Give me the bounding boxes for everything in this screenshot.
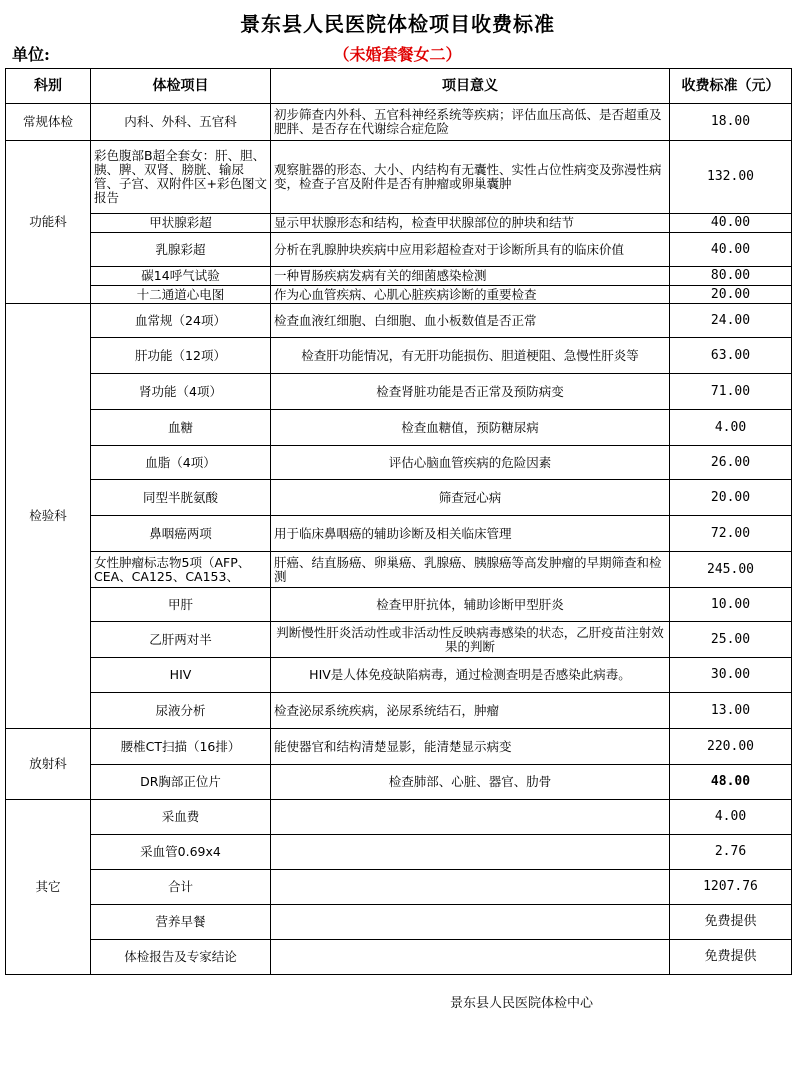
table-row xyxy=(6,905,792,940)
meaning-cell xyxy=(271,870,670,905)
meaning-cell: 显示甲状腺形态和结构，检查甲状腺部位的肿块和结节 xyxy=(271,214,670,233)
item-cell: 肾功能（4项） xyxy=(91,374,271,410)
footer-issuer: 景东县人民医院体检中心 xyxy=(450,996,594,1011)
item-cell: DR胸部正位片 xyxy=(91,765,271,800)
meaning-cell xyxy=(271,800,670,835)
item-cell: 同型半胱氨酸 xyxy=(91,480,271,516)
item-cell: 血糖 xyxy=(91,410,271,446)
item-cell: 尿液分析 xyxy=(91,693,271,729)
meaning-cell: 检查甲肝抗体，辅助诊断甲型肝炎 xyxy=(271,588,670,622)
fee-cell: 25.00 xyxy=(670,622,792,658)
meaning-cell: 一种胃肠疾病发病有关的细菌感染检测 xyxy=(271,267,670,286)
fee-cell: 免费提供 xyxy=(670,905,792,940)
table-row xyxy=(6,729,792,765)
item-cell: 女性肿瘤标志物5项（AFP、CEA、CA125、CA153、 xyxy=(91,552,271,588)
table-row xyxy=(6,141,792,214)
item-cell: 甲肝 xyxy=(91,588,271,622)
header-fee: 收费标准（元） xyxy=(670,69,792,104)
fee-cell: 80.00 xyxy=(670,267,792,286)
item-cell: 肝功能（12项） xyxy=(91,338,271,374)
page-title: 景东县人民医院体检项目收费标准 xyxy=(240,12,555,36)
table-header-row xyxy=(6,69,792,104)
fee-cell: 71.00 xyxy=(670,374,792,410)
item-cell: HIV xyxy=(91,658,271,693)
item-cell: 体检报告及专家结论 xyxy=(91,940,271,975)
table-row xyxy=(6,516,792,552)
item-cell: 血常规（24项） xyxy=(91,304,271,338)
table-row xyxy=(6,410,792,446)
meaning-cell: 分析在乳腺肿块疾病中应用彩超检查对于诊断所具有的临床价值 xyxy=(271,233,670,267)
package-name: （未婚套餐女二） xyxy=(333,45,462,64)
meaning-cell xyxy=(271,905,670,940)
fee-cell: 1207.76 xyxy=(670,870,792,905)
fee-cell: 4.00 xyxy=(670,800,792,835)
meaning-cell: 检查肾脏功能是否正常及预防病变 xyxy=(271,374,670,410)
table-row xyxy=(6,765,792,800)
table-row xyxy=(6,374,792,410)
unit-label: 单位: xyxy=(12,45,50,64)
item-cell: 彩色腹部B超全套女：肝、胆、胰、脾、双肾、膀胱、输尿管、子宫、双附件区+彩色图文报告 xyxy=(91,141,271,214)
fee-cell: 2.76 xyxy=(670,835,792,870)
meaning-cell: 初步筛查内外科、五官科神经系统等疾病；评估血压高低、是否超重及肥胖、是否存在代谢综合症危险 xyxy=(271,104,670,141)
meaning-cell xyxy=(271,835,670,870)
table-row xyxy=(6,658,792,693)
meaning-cell: 肝癌、结直肠癌、卵巢癌、乳腺癌、胰腺癌等高发肿瘤的早期筛查和检测 xyxy=(271,552,670,588)
meaning-cell: 检查肝功能情况，有无肝功能损伤、胆道梗阻、急慢性肝炎等 xyxy=(271,338,670,374)
fee-cell: 13.00 xyxy=(670,693,792,729)
item-cell: 乳腺彩超 xyxy=(91,233,271,267)
item-cell: 十二通道心电图 xyxy=(91,286,271,304)
meaning-cell: 作为心血管疾病、心肌心脏疾病诊断的重要检查 xyxy=(271,286,670,304)
table-row xyxy=(6,286,792,304)
table-row xyxy=(6,693,792,729)
table-row xyxy=(6,304,792,338)
meaning-cell: 观察脏器的形态、大小、内结构有无囊性、实性占位性病变及弥漫性病变，检查子宫及附件是否有肿瘤或卵巢囊肿 xyxy=(271,141,670,214)
table-row xyxy=(6,480,792,516)
table-row xyxy=(6,588,792,622)
dept-cell: 放射科 xyxy=(6,729,91,800)
fee-cell: 10.00 xyxy=(670,588,792,622)
table-row xyxy=(6,104,792,141)
meaning-cell: HIV是人体免疫缺陷病毒，通过检测查明是否感染此病毒。 xyxy=(271,658,670,693)
dept-cell: 检验科 xyxy=(6,304,91,729)
table-row xyxy=(6,870,792,905)
table-row xyxy=(6,214,792,233)
dept-cell: 其它 xyxy=(6,800,91,975)
meaning-cell: 检查血液红细胞、白细胞、血小板数值是否正常 xyxy=(271,304,670,338)
fee-cell: 245.00 xyxy=(670,552,792,588)
item-cell: 甲状腺彩超 xyxy=(91,214,271,233)
header-item: 体检项目 xyxy=(91,69,271,104)
fee-cell: 40.00 xyxy=(670,214,792,233)
fee-cell: 20.00 xyxy=(670,286,792,304)
item-cell: 碳14呼气试验 xyxy=(91,267,271,286)
item-cell: 血脂（4项） xyxy=(91,446,271,480)
item-cell: 营养早餐 xyxy=(91,905,271,940)
table-row xyxy=(6,800,792,835)
fee-table xyxy=(5,68,792,975)
item-cell: 合计 xyxy=(91,870,271,905)
table-row xyxy=(6,835,792,870)
meaning-cell: 评估心脑血管疾病的危险因素 xyxy=(271,446,670,480)
table-row xyxy=(6,446,792,480)
item-cell: 内科、外科、五官科 xyxy=(91,104,271,141)
table-row xyxy=(6,622,792,658)
fee-cell: 220.00 xyxy=(670,729,792,765)
meaning-cell: 筛查冠心病 xyxy=(271,480,670,516)
meaning-cell: 能使器官和结构清楚显影，能清楚显示病变 xyxy=(271,729,670,765)
fee-cell: 132.00 xyxy=(670,141,792,214)
header-meaning: 项目意义 xyxy=(271,69,670,104)
meaning-cell: 检查肺部、心脏、器官、肋骨 xyxy=(271,765,670,800)
table-row xyxy=(6,267,792,286)
item-cell: 乙肝两对半 xyxy=(91,622,271,658)
fee-cell: 26.00 xyxy=(670,446,792,480)
item-cell: 采血费 xyxy=(91,800,271,835)
table-row xyxy=(6,552,792,588)
item-cell: 腰椎CT扫描（16排） xyxy=(91,729,271,765)
fee-cell: 63.00 xyxy=(670,338,792,374)
meaning-cell: 检查泌尿系统疾病，泌尿系统结石，肿瘤 xyxy=(271,693,670,729)
fee-cell: 48.00 xyxy=(670,765,792,800)
table-row xyxy=(6,338,792,374)
fee-cell: 20.00 xyxy=(670,480,792,516)
table-row xyxy=(6,940,792,975)
fee-cell: 4.00 xyxy=(670,410,792,446)
item-cell: 采血管0.69x4 xyxy=(91,835,271,870)
dept-cell: 常规体检 xyxy=(6,104,91,141)
meaning-cell: 判断慢性肝炎活动性或非活动性反映病毒感染的状态，乙肝疫苗注射效果的判断 xyxy=(271,622,670,658)
meaning-cell: 用于临床鼻咽癌的辅助诊断及相关临床管理 xyxy=(271,516,670,552)
fee-cell: 72.00 xyxy=(670,516,792,552)
fee-cell: 30.00 xyxy=(670,658,792,693)
meaning-cell xyxy=(271,940,670,975)
fee-cell: 18.00 xyxy=(670,104,792,141)
meaning-cell: 检查血糖值，预防糖尿病 xyxy=(271,410,670,446)
header-dept: 科别 xyxy=(6,69,91,104)
dept-cell: 功能科 xyxy=(6,141,91,304)
fee-cell: 免费提供 xyxy=(670,940,792,975)
fee-cell: 24.00 xyxy=(670,304,792,338)
table-row xyxy=(6,233,792,267)
item-cell: 鼻咽癌两项 xyxy=(91,516,271,552)
fee-cell: 40.00 xyxy=(670,233,792,267)
